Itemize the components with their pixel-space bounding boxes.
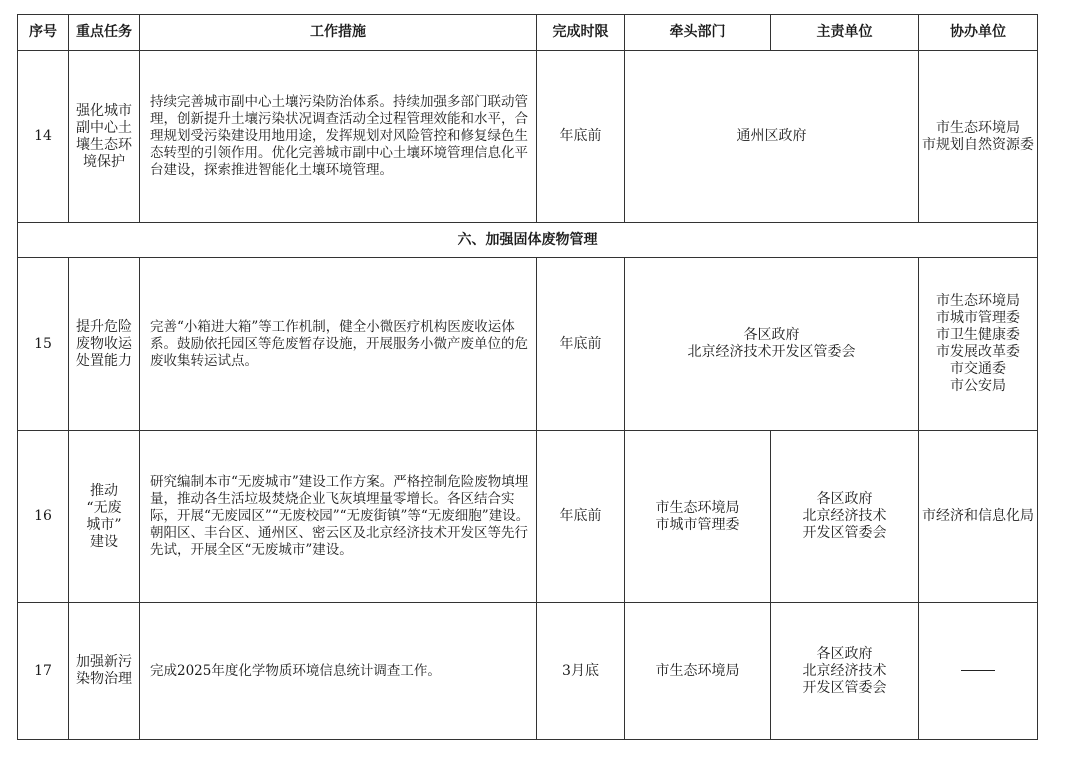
row-assist: 市经济和信息化局 [919, 431, 1038, 603]
row-seq: 17 [18, 603, 69, 740]
header-seq: 序号 [18, 15, 69, 51]
header-main: 主责单位 [771, 15, 919, 51]
row-main: 各区政府 北京经济技术 开发区管委会 [771, 603, 919, 740]
table-row [18, 603, 1038, 740]
row-deadline: 年底前 [537, 51, 625, 223]
task-table [17, 14, 1038, 740]
table-row [18, 431, 1038, 603]
header-task: 重点任务 [69, 15, 140, 51]
row-deadline: 3月底 [537, 603, 625, 740]
row-task: 加强新污 染物治理 [69, 603, 140, 740]
row-main: 各区政府 北京经济技术 开发区管委会 [771, 431, 919, 603]
table-row [18, 51, 1038, 223]
row-seq: 15 [18, 258, 69, 431]
section-row [18, 223, 1038, 258]
header-measure: 工作措施 [140, 15, 537, 51]
row-task: 推动 “无废 城市” 建设 [69, 431, 140, 603]
row-measure: 研究编制本市“无废城市”建设工作方案。严格控制危险废物填埋量，推动各生活垃圾焚烧企业飞灰填埋量零增长。各区结合实际，开展“无废园区”“无废校园”“无废街镇”等“无废细胞”建设。朝阳区、丰台区、通州区、密云区及北京经济技术开发区等先行先试，开展全区“无废城市”建设。 [140, 431, 537, 603]
row-assist: 市生态环境局 市规划自然资源委 [919, 51, 1038, 223]
row-assist: 市生态环境局 市城市管理委 市卫生健康委 市发展改革委 市交通委 市公安局 [919, 258, 1038, 431]
section-title: 六、加强固体废物管理 [18, 223, 1038, 258]
row-measure: 完善“小箱进大箱”等工作机制，健全小微医疗机构医废收运体系。鼓励依托园区等危废暂存设施，开展服务小微产废单位的危废收集转运试点。 [140, 258, 537, 431]
row-deadline: 年底前 [537, 258, 625, 431]
header-lead: 牵头部门 [625, 15, 771, 51]
header-deadline: 完成时限 [537, 15, 625, 51]
row-lead: 市生态环境局 [625, 603, 771, 740]
row-lead-main: 各区政府 北京经济技术开发区管委会 [625, 258, 919, 431]
row-seq: 14 [18, 51, 69, 223]
row-assist-empty [919, 603, 1038, 740]
row-measure: 持续完善城市副中心土壤污染防治体系。持续加强多部门联动管理，创新提升土壤污染状况调查活动全过程管理效能和水平，合理规划受污染建设用地用途，发挥规划对风险管控和修复绿色生态转型的引领作用。优化完善城市副中心土壤环境管理信息化平台建设，探索推进智能化土壤环境管理。 [140, 51, 537, 223]
row-task: 强化城市 副中心土 壤生态环 境保护 [69, 51, 140, 223]
row-measure: 完成2025年度化学物质环境信息统计调查工作。 [140, 603, 537, 740]
row-task: 提升危险 废物收运 处置能力 [69, 258, 140, 431]
header-row [18, 15, 1038, 51]
header-assist: 协办单位 [919, 15, 1038, 51]
empty-dash [961, 670, 995, 671]
row-lead: 市生态环境局 市城市管理委 [625, 431, 771, 603]
row-lead-main: 通州区政府 [625, 51, 919, 223]
table-row [18, 258, 1038, 431]
row-deadline: 年底前 [537, 431, 625, 603]
row-seq: 16 [18, 431, 69, 603]
